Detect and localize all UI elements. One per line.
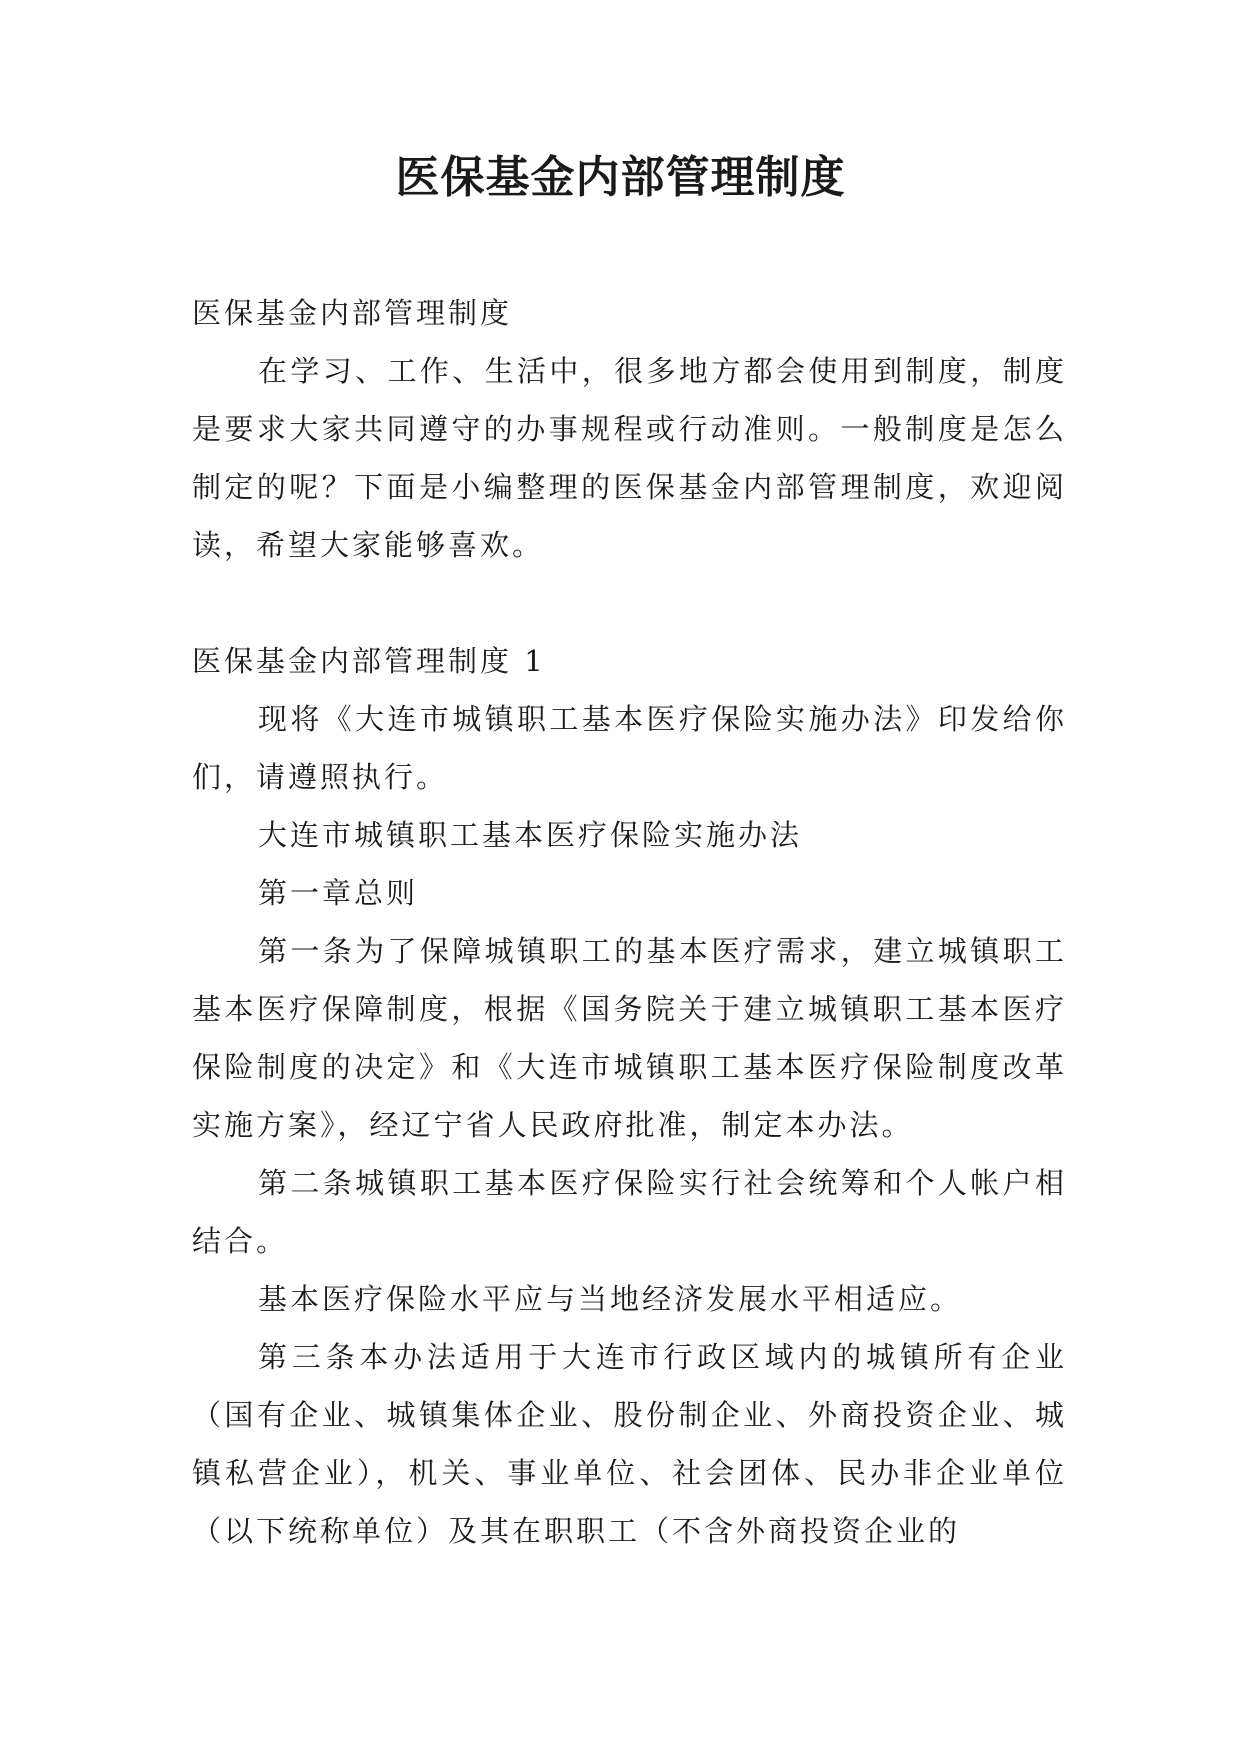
document-body (192, 284, 1067, 1560)
intro-heading: 医保基金内部管理制度 (192, 296, 513, 330)
paragraph-article-3: 第三条本办法适用于大连市行政区域内的城镇所有企业（国有企业、城镇集体企业、股份制企业、外商投资企业、城镇私营企业），机关、事业单位、社会团体、民办非企业单位（以下统称单位）及其在职职工（不含外商投资企业的 (192, 1340, 1067, 1548)
section-spacer (192, 574, 1067, 632)
paragraph-article-2-cont: 基本医疗保险水平应与当地经济发展水平相适应。 (258, 1282, 963, 1316)
paragraph-article-2: 第二条城镇职工基本医疗保险实行社会统筹和个人帐户相结合。 (192, 1166, 1067, 1258)
document-title: 医保基金内部管理制度 (395, 152, 846, 203)
paragraph-chapter-heading: 第一章总则 (258, 876, 419, 910)
paragraph-regulation-title: 大连市城镇职工基本医疗保险实施办法 (258, 818, 803, 852)
paragraph-notice: 现将《大连市城镇职工基本医疗保险实施办法》印发给你们，请遵照执行。 (192, 702, 1067, 794)
section-heading: 医保基金内部管理制度 1 (192, 644, 546, 678)
intro-paragraph: 在学习、工作、生活中，很多地方都会使用到制度，制度是要求大家共同遵守的办事规程或行动准则。一般制度是怎么制定的呢？下面是小编整理的医保基金内部管理制度，欢迎阅读，希望大家能够喜欢。 (192, 354, 1067, 562)
paragraph-article-1: 第一条为了保障城镇职工的基本医疗需求，建立城镇职工基本医疗保障制度，根据《国务院关于建立城镇职工基本医疗保险制度的决定》和《大连市城镇职工基本医疗保险制度改革实施方案》，经辽宁省人民政府批准，制定本办法。 (192, 934, 1067, 1142)
